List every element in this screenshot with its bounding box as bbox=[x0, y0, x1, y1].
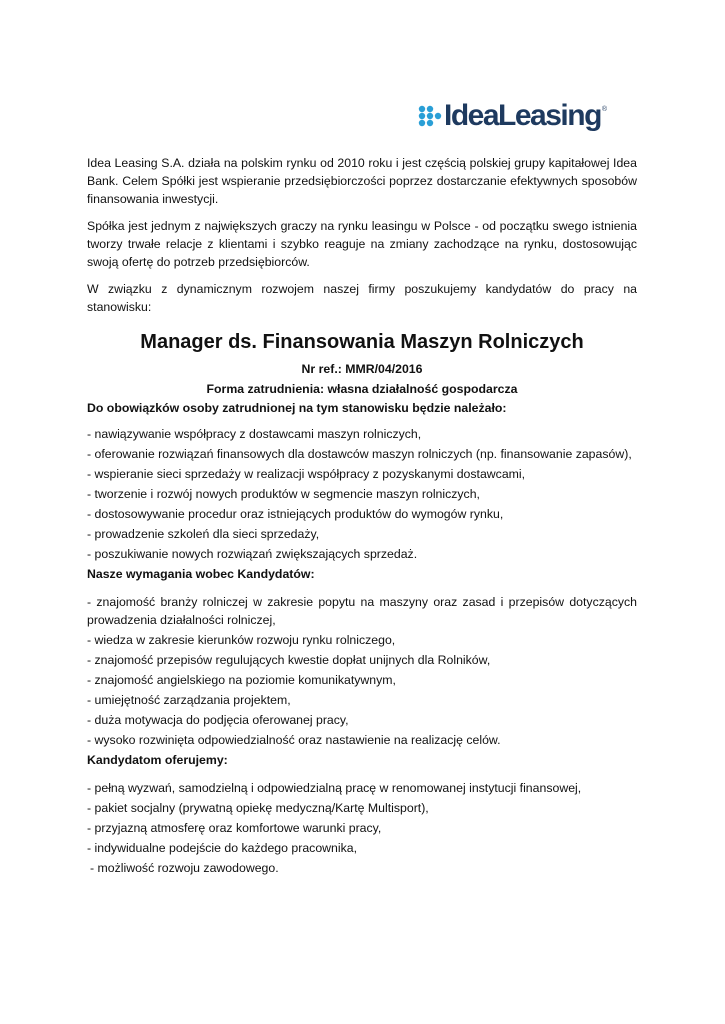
logo-registered-mark: ® bbox=[601, 106, 608, 113]
idea-leasing-logo bbox=[418, 96, 628, 136]
list-item: - możliwość rozwoju zawodowego. bbox=[90, 861, 279, 875]
job-reference: Nr ref.: MMR/04/2016 bbox=[301, 362, 423, 376]
document-body bbox=[87, 154, 637, 879]
logo-brand-part2: Leasing bbox=[498, 99, 601, 132]
offer-list bbox=[87, 779, 637, 877]
list-item: - znajomość branży rolniczej w zakresie popytu na maszyny oraz zasad i przepisów dotyczących prowadzenia działalności rolniczej, bbox=[87, 595, 637, 627]
list-item: - pakiet socjalny (prywatną opiekę medyczną/Kartę Multisport), bbox=[87, 801, 429, 815]
logo-brand-part1: Idea bbox=[444, 99, 499, 132]
list-item: - tworzenie i rozwój nowych produktów w segmencie maszyn rolniczych, bbox=[87, 487, 480, 501]
job-title: Manager ds. Finansowania Maszyn Rolniczych bbox=[140, 331, 584, 353]
duties-heading: Do obowiązków osoby zatrudnionej na tym stanowisku będzie należało: bbox=[87, 401, 507, 415]
duties-list bbox=[87, 425, 637, 563]
list-item: - wysoko rozwinięta odpowiedzialność oraz nastawienie na realizację celów. bbox=[87, 733, 501, 747]
list-item: - prowadzenie szkoleń dla sieci sprzedaży, bbox=[87, 527, 320, 541]
list-item: - wspieranie sieci sprzedaży w realizacji współpracy z pozyskanymi dostawcami, bbox=[87, 467, 526, 481]
list-item: - dostosowywanie procedur oraz istniejących produktów do wymogów rynku, bbox=[87, 507, 504, 521]
intro-paragraph: W związku z dynamicznym rozwojem naszej firmy poszukujemy kandydatów do pracy na stanowisku: bbox=[87, 282, 637, 314]
idea-leasing-dots-logo-icon bbox=[418, 104, 442, 128]
list-item: - znajomość angielskiego na poziomie komunikatywnym, bbox=[87, 673, 396, 687]
requirements-heading: Nasze wymagania wobec Kandydatów: bbox=[87, 567, 315, 581]
list-item: - nawiązywanie współpracy z dostawcami maszyn rolniczych, bbox=[87, 427, 422, 441]
list-item: - znajomość przepisów regulujących kwestie dopłat unijnych dla Rolników, bbox=[87, 653, 491, 667]
list-item: - poszukiwanie nowych rozwiązań zwiększających sprzedaż. bbox=[87, 547, 418, 561]
list-item: - indywidualne podejście do każdego pracownika, bbox=[87, 841, 358, 855]
employment-form: Forma zatrudnienia: własna działalność gospodarcza bbox=[206, 382, 518, 396]
list-item: - pełną wyzwań, samodzielną i odpowiedzialną pracę w renomowanej instytucji finansowej, bbox=[87, 781, 582, 795]
list-item: - umiejętność zarządzania projektem, bbox=[87, 693, 291, 707]
list-item: - duża motywacja do podjęcia oferowanej pracy, bbox=[87, 713, 349, 727]
requirements-list bbox=[87, 593, 637, 749]
list-item: - wiedza w zakresie kierunków rozwoju rynku rolniczego, bbox=[87, 633, 396, 647]
offer-heading: Kandydatom oferujemy: bbox=[87, 753, 228, 767]
intro-paragraph: Idea Leasing S.A. działa na polskim rynku od 2010 roku i jest częścią polskiej grupy kapitałowej Idea Bank. Celem Spółki jest wspieranie przedsiębiorczości poprzez dostarczanie efektywnych sposobów finansowania inwestycji. bbox=[87, 156, 637, 206]
list-item: - przyjazną atmosferę oraz komfortowe warunki pracy, bbox=[87, 821, 382, 835]
list-item: - oferowanie rozwiązań finansowych dla dostawców maszyn rolniczych (np. finansowanie zapasów), bbox=[87, 447, 632, 461]
logo-wordmark bbox=[444, 101, 601, 131]
intro-paragraph: Spółka jest jednym z największych graczy na rynku leasingu w Polsce - od początku swego istnienia tworzy trwałe relacje z klientami i szybko reaguje na zmiany zachodzące na rynku, dostosowując swoją ofertę do potrzeb przedsiębiorców. bbox=[87, 219, 637, 269]
